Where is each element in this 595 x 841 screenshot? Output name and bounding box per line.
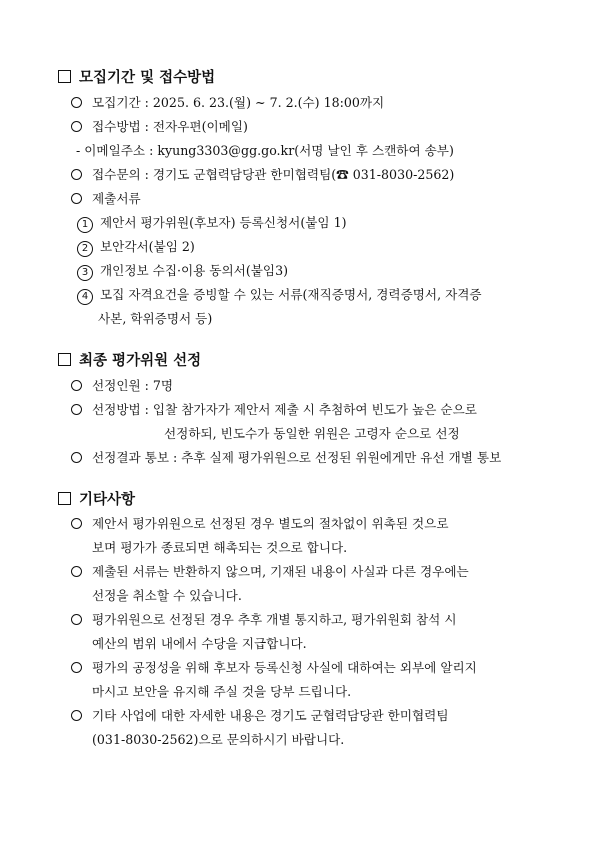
selection-method: 선정방법 : 입찰 참가자가 제안서 제출 시 추첨하여 빈도가 높은 순으로 bbox=[71, 402, 477, 418]
other-item: 평가위원으로 선정된 경우 추후 개별 통지하고, 평가위원회 참석 시 bbox=[71, 612, 457, 628]
circle-bullet-icon bbox=[71, 518, 82, 529]
circle-bullet-icon bbox=[71, 169, 82, 180]
other-item: 평가의 공정성을 위해 후보자 등록신청 사실에 대하여는 외부에 알리지 bbox=[71, 660, 477, 676]
other-item: 기타 사업에 대한 자세한 내용은 경기도 군협력담당관 한미협력팀 bbox=[71, 708, 449, 724]
doc-item: 1 제안서 평가위원(후보자) 등록신청서(붙임 1) bbox=[77, 215, 347, 233]
recruitment-period: 모집기간 : 2025. 6. 23.(월) ~ 7. 2.(수) 18:00까지 bbox=[71, 95, 384, 111]
circled-number-icon: 1 bbox=[77, 217, 93, 233]
selection-count: 선정인원 : 7명 bbox=[71, 378, 173, 394]
circled-number-icon: 2 bbox=[77, 241, 93, 257]
circle-bullet-icon bbox=[71, 452, 82, 463]
circled-number-icon: 3 bbox=[77, 265, 93, 281]
circle-bullet-icon bbox=[71, 614, 82, 625]
other-item-continuation: 보며 평가가 종료되면 해촉되는 것으로 합니다. bbox=[92, 540, 348, 555]
circle-bullet-icon bbox=[71, 380, 82, 391]
checkbox-square-icon bbox=[58, 492, 71, 505]
circle-bullet-icon bbox=[71, 121, 82, 132]
doc-item: 3 개인정보 수집·이용 동의서(붙임3) bbox=[77, 263, 288, 281]
other-item-continuation: 마시고 보안을 유지해 주실 것을 당부 드립니다. bbox=[92, 684, 352, 699]
other-item-continuation: 선정을 취소할 수 있습니다. bbox=[92, 588, 242, 603]
checkbox-square-icon bbox=[58, 70, 71, 83]
circle-bullet-icon bbox=[71, 566, 82, 577]
checkbox-square-icon bbox=[58, 353, 71, 366]
circled-number-icon: 4 bbox=[77, 289, 93, 305]
email-address: - 이메일주소 : kyung3303@gg.go.kr(서명 날인 후 스캔하여 송부) bbox=[76, 143, 454, 158]
submission-inquiry: 접수문의 : 경기도 군협력담당관 한미협력팀(☎ 031-8030-2562) bbox=[71, 167, 454, 183]
other-item-continuation: (031-8030-2562)으로 문의하시기 바랍니다. bbox=[92, 732, 345, 747]
other-item: 제안서 평가위원으로 선정된 경우 별도의 절차없이 위촉된 것으로 bbox=[71, 516, 449, 532]
circle-bullet-icon bbox=[71, 662, 82, 673]
other-item-continuation: 예산의 범위 내에서 수당을 지급합니다. bbox=[92, 636, 307, 651]
selection-method-continuation: 선정하되, 빈도수가 동일한 위원은 고령자 순으로 선정 bbox=[164, 426, 460, 441]
circle-bullet-icon bbox=[71, 404, 82, 415]
section-heading-other: 기타사항 bbox=[58, 488, 135, 509]
selection-result: 선정결과 통보 : 추후 실제 평가위원으로 선정된 위원에게만 유선 개별 통보 bbox=[71, 450, 501, 466]
doc-item-continuation: 사본, 학위증명서 등) bbox=[98, 311, 213, 326]
other-item: 제출된 서류는 반환하지 않으며, 기재된 내용이 사실과 다른 경우에는 bbox=[71, 564, 469, 580]
submission-method: 접수방법 : 전자우편(이메일) bbox=[71, 119, 248, 135]
doc-item: 2 보안각서(붙임 2) bbox=[77, 239, 195, 257]
section-heading-final-selection: 최종 평가위원 선정 bbox=[58, 349, 201, 370]
circle-bullet-icon bbox=[71, 193, 82, 204]
required-docs-title: 제출서류 bbox=[71, 191, 141, 207]
circle-bullet-icon bbox=[71, 710, 82, 721]
doc-item: 4 모집 자격요건을 증빙할 수 있는 서류(재직증명서, 경력증명서, 자격증 bbox=[77, 287, 482, 305]
circle-bullet-icon bbox=[71, 97, 82, 108]
section-heading-recruitment: 모집기간 및 접수방법 bbox=[58, 66, 215, 87]
